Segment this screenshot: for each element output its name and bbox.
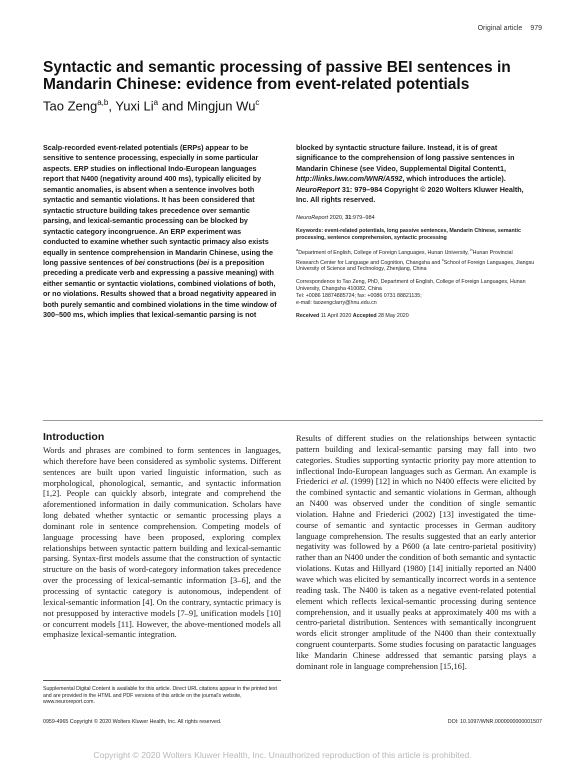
running-header [478, 25, 542, 32]
abstract-right [296, 143, 536, 206]
abstract-text: is a preposition preceding a predicate verb and expressing a passive meaning) with either semantic or syntactic violations, combined violations of both, or no violations. Results showed that a broad negativity appeared in both purely semantic and combined violations in the time window of 300–500 ms, which implies that lexical-semantic parsing is not [43, 257, 277, 320]
affiliation-marker: a,b [97, 98, 109, 107]
article-metadata [296, 143, 536, 320]
author-name: Yuxi Li [115, 98, 154, 114]
abstract-text: NeuroReport [296, 184, 340, 194]
affiliations [296, 247, 536, 273]
body-text: Results of different studies on the relationships between syntactic pattern building and lexical-semantic parsing may fall into two categories. Studies supporting syntactic priority pay more attention to inflectional Indo-European languages such as German. An example is Friederici [296, 433, 536, 487]
affiliation-text: Department of English, College of Foreign Languages, Hunan University, [298, 250, 471, 257]
journal-volume: 31 [345, 214, 352, 221]
received-label: Received [296, 313, 320, 320]
footnote-divider [43, 680, 281, 681]
section-heading: Introduction [43, 431, 105, 443]
affiliation-text: School of Foreign Languages, Jiangsu University of Science and Technology, Zhenjiang, China [296, 259, 535, 273]
affiliation-marker: a [296, 247, 299, 253]
author-separator: , [108, 98, 116, 114]
journal-reference [296, 215, 536, 221]
abstract-text: , which introduces the article). [402, 174, 506, 184]
body-text: (1999) [12] in which no N400 effects were elicited by the combined syntactic and semantic violations in German, although an N400 was observed under the condition of single semantic violation. Hahne and Friederici (2002) [13] investigated the time-course of semantic and syntactic processes in German auditory language comprehension. The results suggested that an early anterior negativity was followed by a P600 (a late centro-parietal positivity) rather than an N400 under the condition of both semantic and syntactic violations. Kutas and Hillyard (1980) [14] initially reported an N400 wave which was elicited by semantically incorrect words in a sentence reading task. The N400 is taken as a negative event-related potential element which reflects lexical-semantic processing during sentence comprehension, and it usually peaks at approximately 400 ms with a centro-parietal distribution. Sentences with semantically incongruent words elicit stronger amplitude of the N400 than their contextually congruent counterparts. Some studies focusing on paratactic languages like Mandarin Chinese addressed that semantic parsing plays a dominant role in language comprehension [15,16]. [296, 476, 536, 671]
correspondence-line: Tel: +0086 18874885724; fax: +0086 0731 88821135; [296, 292, 422, 299]
journal-name: NeuroReport [296, 214, 329, 221]
correspondence-line: e-mail: taozengclarry@hnu.edu.cn [296, 299, 377, 306]
footnote: Supplemental Digital Content is available for this article. Direct URL citations appear in the printed text and are provided in the HTML and PDF versions of this article on the journal's website, www.neuroreport.com. [43, 686, 277, 706]
body-column-left [43, 445, 281, 640]
received-date: 11 April 2020 [319, 313, 353, 320]
affiliation-marker: b [470, 247, 473, 253]
journal-year: 2020, [328, 214, 346, 221]
abstract-text: constructions ( [144, 257, 199, 267]
body-text: et al. [331, 476, 349, 487]
author-separator: and [158, 98, 188, 114]
affiliation-marker: c [441, 256, 444, 262]
correspondence-line: Correspondence to Tao Zeng, PhD, Department of English, College of Foreign Languages, Hunan University, Changsha 410082, China [296, 279, 526, 293]
abstract-text: blocked by syntactic structure failure. Instead, it is of great significance to the comprehension of long passive sentences in Mandarin Chinese (see Video, Supplemental Digital Content1, [296, 143, 515, 173]
footer-copyright: 0959-4965 Copyright © 2020 Wolters Kluwer Health, Inc. All rights reserved. [43, 719, 222, 725]
intro-paragraph-2 [296, 433, 536, 672]
author-name: Mingjun Wu [187, 98, 256, 114]
author-list [43, 95, 543, 113]
body-text: Words and phrases are combined to form sentences in languages, which therefore have been considered as symbolic systems. Different sentences are built upon varied linguistic information, such as morphological, phonological, semantic, and syntactic information [1,2]. People can quickly absorb, integrate and comprehend the aforementioned information in daily communication. Scholars have long debated whether syntactic or semantic processing plays a dominant role in sentence comprehension. Competing models of language processing have been proposed, exploring complex relationships between syntactic pattern building and lexical-semantic parsing. Syntax-first models assume that the construction of syntactic structure on the basis of word-category information takes precedence over the processing of lexical-semantic information [3–6], and the processing of syntactic category is autonomous, independent of lexical-semantic information [4]. On the contrary, syntactic primacy is not presupposed by interactive models [7–9], unification models [10] or concurrent models [11]. However, the above-mentioned models all emphasize lexical-semantic integration. [43, 445, 281, 640]
abstract-text: 31: 979–984 Copyright © 2020 Wolters Kluwer Health, Inc. All rights reserved. [296, 184, 524, 205]
abstract-text: http://links.lww.com/WNR/A592 [296, 174, 403, 184]
keywords: Keywords: event-related potentials, long passive sentences, Mandarin Chinese, semantic processing, sentence comprehension, syntactic processing [296, 227, 521, 241]
section-label: Original article [477, 25, 523, 32]
abstract-text: bei [198, 257, 210, 267]
affiliation-text: Hunan Provincial Research Center for Language and Cognition, Changsha and [296, 250, 513, 266]
correspondence [296, 279, 536, 306]
footer-doi: DOI: 10.1097/WNR.0000000000001507 [447, 719, 542, 725]
article-title: Syntactic and semantic processing of passive BEI sentences in Mandarin Chinese: evidence from event-related potentials [43, 59, 511, 93]
affiliation-marker: c [255, 98, 260, 107]
journal-pages: :979–984 [351, 214, 375, 221]
accepted-date: 28 May 2020 [376, 313, 409, 320]
accepted-label: Accepted [352, 313, 377, 320]
affiliation-marker: a [153, 98, 159, 107]
section-divider [43, 420, 543, 421]
abstract-text: bei [134, 257, 145, 267]
page-number: 979 [530, 25, 542, 32]
body-column-right [296, 433, 536, 672]
copyright-watermark: Copyright © 2020 Wolters Kluwer Health, Inc. Unauthorized reproduction of this article is prohibited. [93, 750, 472, 760]
article-dates [296, 313, 536, 320]
abstract-left [43, 143, 279, 321]
author-name: Tao Zeng [43, 98, 98, 114]
intro-paragraph-1 [43, 445, 281, 640]
abstract-text: Scalp-recorded event-related potentials (ERPs) appear to be sensitive to sentence processing, especially in some particular aspects. ERP studies on inflectional Indo-European languages report that N400 (negativity around 400 ms), typically elicited by semantic anomalies, is absent when a sentence involves both syntactic and semantic violations. It has been considered that syntactic structure building takes precedence over semantic parsing, and lexical-semantic processing can be blocked by syntactic category incongruence. An ERP experiment was conducted to examine whether such syntactic primacy also exists equally in sentence comprehension in Mandarin Chinese, using the long passive sentences of [43, 143, 274, 267]
